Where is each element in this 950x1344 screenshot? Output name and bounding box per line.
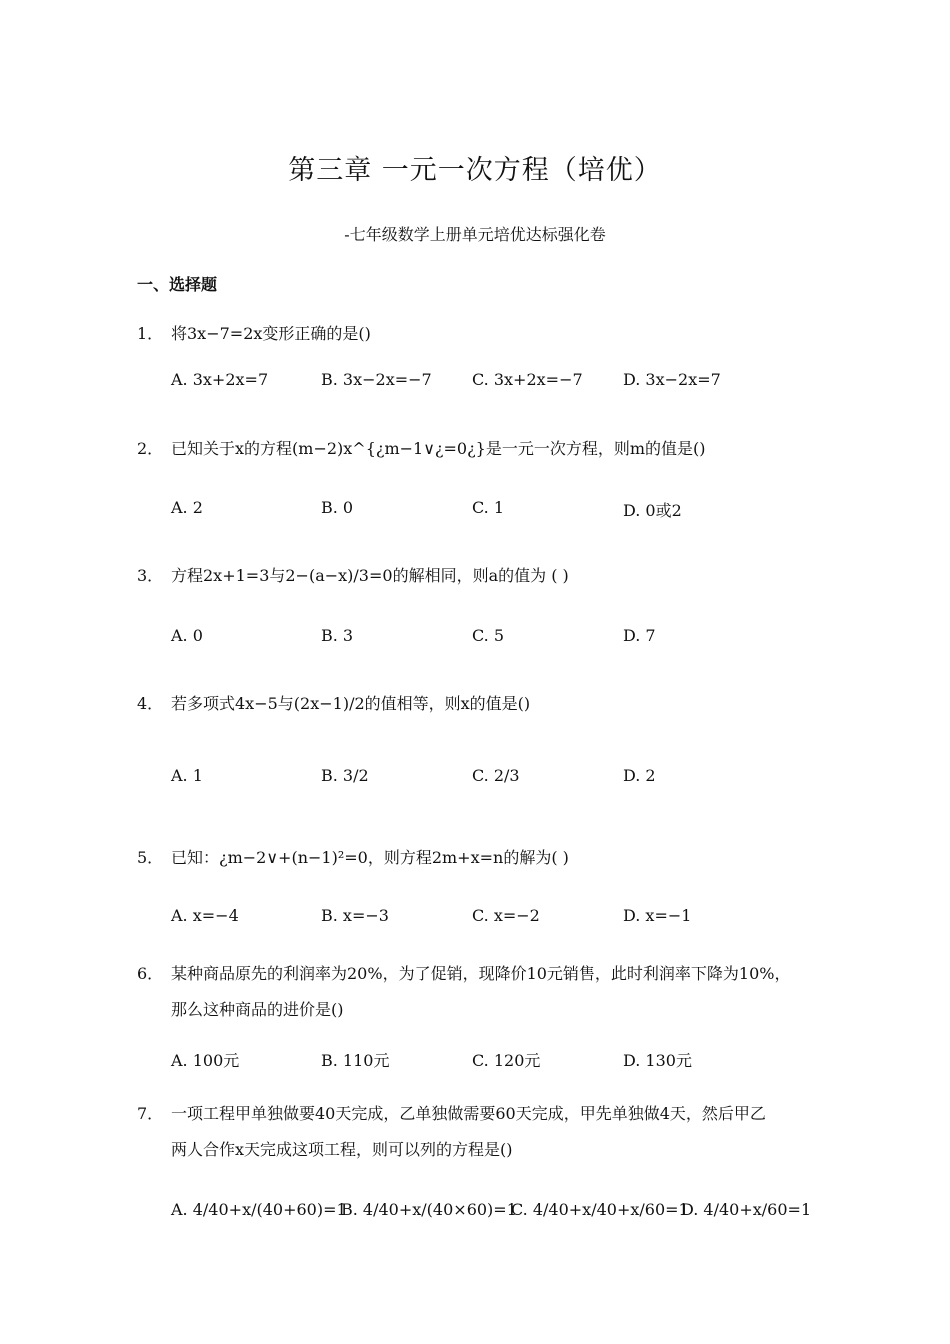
page-title: 第三章 一元一次方程（培优） (288, 155, 662, 186)
options-5 (171, 906, 831, 950)
option-a[interactable]: A. 1 (171, 766, 203, 785)
question-stem: 已知：¿m−2∨+(n−1)²=0，则方程2m+x=n的解为( ) (171, 848, 569, 867)
option-c[interactable]: C. 5 (472, 626, 505, 645)
option-d[interactable]: D. 7 (623, 626, 656, 645)
question-stem: 将3x−7=2x变形正确的是() (171, 324, 371, 343)
question-stem: 方程2x+1=3与2−(a−x)/3=0的解相同，则a的值为 ( ) (171, 566, 569, 585)
section-heading: 一、选择题 (137, 275, 218, 294)
question-stem: 已知关于x的方程(m−2)x^{¿m−1∨¿=0¿}是一元一次方程，则m的值是() (171, 439, 706, 458)
option-b[interactable]: B. 0 (321, 498, 354, 517)
question-3 (137, 558, 827, 594)
option-c[interactable]: C. 1 (472, 498, 505, 517)
option-b[interactable]: B. 110元 (321, 1051, 390, 1070)
options-4 (171, 766, 831, 810)
option-a[interactable]: A. 100元 (171, 1051, 240, 1070)
question-stem-line-2: 那么这种商品的进价是() (171, 1000, 344, 1019)
option-d[interactable]: D. 0或2 (623, 501, 682, 520)
option-c[interactable]: C. x=−2 (472, 906, 540, 925)
option-d[interactable]: D. 130元 (623, 1051, 692, 1070)
question-1 (137, 316, 827, 352)
options-7 (171, 1200, 831, 1244)
question-number: 4． (137, 694, 164, 713)
question-number: 7． (137, 1104, 164, 1123)
option-d[interactable]: D. 2 (623, 766, 656, 785)
question-5 (137, 840, 827, 876)
question-number: 2． (137, 439, 164, 458)
option-c[interactable]: C. 2/3 (472, 766, 520, 785)
option-d[interactable]: D. 4/40+x/60=1 (681, 1200, 812, 1219)
question-number: 3． (137, 566, 164, 585)
option-b[interactable]: B. 4/40+x/(40×60)=1 (341, 1200, 517, 1219)
question-stem: 若多项式4x−5与(2x−1)/2的值相等，则x的值是() (171, 694, 531, 713)
option-a[interactable]: A. x=−4 (171, 906, 239, 925)
options-3 (171, 626, 831, 670)
question-2 (137, 431, 827, 467)
page-subtitle: -七年级数学上册单元培优达标强化卷 (344, 225, 606, 244)
option-a[interactable]: A. 2 (171, 498, 203, 517)
option-c[interactable]: C. 4/40+x/40+x/60=1 (511, 1200, 689, 1219)
option-d[interactable]: D. 3x−2x=7 (623, 370, 721, 389)
question-stem-line-1: 某种商品原先的利润率为20%，为了促销，现降价10元销售，此时利润率下降为10%， (171, 964, 791, 983)
question-stem-line-2: 两人合作x天完成这项工程，则可以列的方程是() (171, 1140, 513, 1159)
question-4 (137, 686, 827, 722)
question-7 (137, 1096, 827, 1168)
option-a[interactable]: A. 3x+2x=7 (171, 370, 269, 389)
option-d[interactable]: D. x=−1 (623, 906, 692, 925)
question-stem-line-1: 一项工程甲单独做要40天完成，乙单独做需要60天完成，甲先单独做4天，然后甲乙 (171, 1104, 766, 1123)
option-c[interactable]: C. 120元 (472, 1051, 541, 1070)
option-b[interactable]: B. 3 (321, 626, 354, 645)
options-1 (171, 370, 831, 414)
question-number: 6． (137, 964, 164, 983)
option-a[interactable]: A. 0 (171, 626, 203, 645)
option-b[interactable]: B. 3x−2x=−7 (321, 370, 432, 389)
question-number: 5． (137, 848, 164, 867)
option-b[interactable]: B. 3/2 (321, 766, 369, 785)
options-6 (171, 1048, 831, 1092)
options-2 (171, 498, 831, 542)
option-c[interactable]: C. 3x+2x=−7 (472, 370, 583, 389)
option-a[interactable]: A. 4/40+x/(40+60)=1 (171, 1200, 347, 1219)
question-6 (137, 956, 827, 1028)
question-number: 1． (137, 324, 164, 343)
option-b[interactable]: B. x=−3 (321, 906, 389, 925)
